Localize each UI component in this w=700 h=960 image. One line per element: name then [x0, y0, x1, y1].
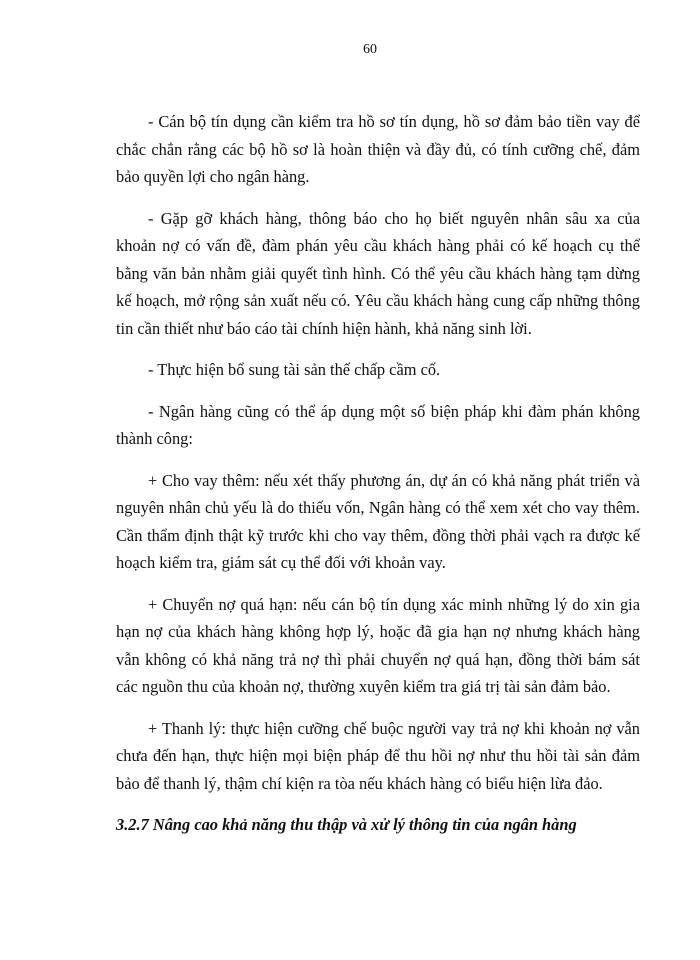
section-heading: 3.2.7 Nâng cao khả năng thu thập và xử lý thông tin của ngân hàng [116, 815, 577, 834]
paragraph-failed-negotiation: - Ngân hàng cũng có thể áp dụng một số biện pháp khi đàm phán không thành công: [116, 401, 640, 448]
document-body [116, 108, 640, 839]
paragraph-liquidation: + Thanh lý: thực hiện cưỡng chế buộc người vay trả nợ khi khoản nợ vẫn chưa đến hạn, thực hiện mọi biện pháp để thu hồi nợ như thu hồi tài sản đảm bảo để thanh lý, thậm chí kiện ra tòa nếu khách hàng có biểu hiện lừa đảo. [116, 718, 640, 793]
paragraph-check-credit-files: - Cán bộ tín dụng cần kiểm tra hồ sơ tín dụng, hồ sơ đảm bảo tiền vay để chắc chắn rằng các bộ hồ sơ là hoàn thiện và đầy đủ, có tính cưỡng chế, đảm bảo quyền lợi cho ngân hàng. [116, 112, 640, 186]
paragraph-meet-customer: - Gặp gỡ khách hàng, thông báo cho họ biết nguyên nhân sâu xa của khoản nợ có vấn đề, đàm phán yêu cầu khách hàng phải có kế hoạch cụ thể bằng văn bản nhằm giải quyết tình hình. Có thể yêu cầu khách hàng tạm dừng kế hoạch, mở rộng sản xuất nếu có. Yêu cầu khách hàng cung cấp những thông tin cần thiết như báo cáo tài chính hiện hành, khả năng sinh lời. [116, 208, 640, 338]
paragraph-add-collateral: - Thực hiện bổ sung tài sản thế chấp cầm cố. [148, 360, 441, 379]
paragraph-overdue-transfer: + Chuyển nợ quá hạn: nếu cán bộ tín dụng xác minh những lý do xin gia hạn nợ của khách hàng không hợp lý, hoặc đã gia hạn nợ nhưng khách hàng vẫn không có khả năng trả nợ thì phải chuyển nợ quá hạn, đồng thời bám sát các nguồn thu của khoản nợ, thường xuyên kiểm tra giá trị tài sản đảm bảo. [116, 594, 640, 696]
paragraph-lend-more: + Cho vay thêm: nếu xét thấy phương án, dự án có khả năng phát triển và nguyên nhân chủ yếu là do thiếu vốn, Ngân hàng có thể xem xét cho vay thêm. Cần thẩm định thật kỹ trước khi cho vay thêm, đồng thời phải vạch ra được kế hoạch kiểm tra, giám sát cụ thể đối với khoản vay. [116, 470, 640, 572]
page-number: 60 [363, 42, 377, 57]
